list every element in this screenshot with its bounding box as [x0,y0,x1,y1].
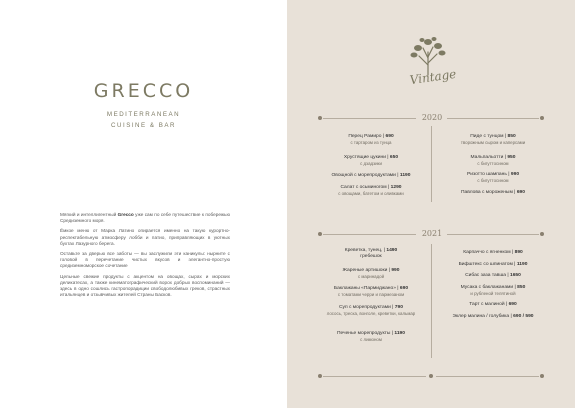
menu-item-description: творожным сыром и каперсами [460,140,526,145]
separator-bottom [318,373,544,379]
menu-item-description: с бигуттосином [477,178,509,183]
menu-item [438,314,548,320]
menu-item-price: 690 [385,134,394,139]
menu-item-price: 850 [507,134,516,139]
column-divider [431,126,432,202]
menu-item-price: 690 [399,286,409,291]
menu-item-price: 1490 [386,248,398,253]
menu-item [438,172,548,184]
menu-item-description: с маринадой [357,274,385,279]
menu-item-name: Бифштекс со шпинатом | 1190 [458,262,528,267]
menu-item-price: 850 [517,285,526,290]
menu-item-description: с дзадзики [360,161,382,166]
menu-item [316,305,426,317]
menu-item [438,262,548,268]
menu-item [438,302,548,308]
menu-item [438,190,548,196]
menu-item-price: 990 [510,172,520,177]
about-paragraph: Ёмкое меню от Марка Латино опирается именно на такую курортно-респектабельную атмосферу лобби и патио, приправляющих в уютных бухтах Лазурного берега. [60,228,230,246]
menu-item-name-cont: гребешок [360,254,382,259]
brand-tagline-2: CUISINE & BAR [111,122,176,129]
about-paragraph: Мягкий и интеллигентный Grecco уже сам по себе путешествие к побережью Средиземного моря. [60,212,230,224]
menu-item-description: с тартаром из тунца [350,140,392,145]
menu-item [438,134,548,146]
menu-item-name: Ризотто шампань | 990 [466,172,520,177]
menu-item-name: Сибас заза тавша | 1650 [465,273,521,278]
left-page [0,0,287,408]
menu-item [316,155,426,167]
menu-item [438,155,548,167]
vintage-wordmark: Vintage [408,66,458,88]
brand-block [0,80,287,129]
menu-item [316,331,426,343]
menu-item-price: 1190 [394,331,406,336]
menu-item-name: Хрустящие цукини | 650 [343,155,399,160]
menu-item-price: 990 [391,268,400,273]
menu-item-price: 1190 [516,262,528,267]
menu-item-name: Мусака с баклажанами | 850 [460,285,526,290]
menu-item-description: с томатами черри и пармезаном [337,292,405,297]
menu-item-name: Эклер малина / голубика | 690 / 590 [452,314,534,319]
menu-item [316,185,426,197]
menu-item [316,173,426,179]
menu-item-price: 890 [514,250,523,255]
year-2020: 2020 [421,113,443,122]
about-text [60,212,230,302]
menu-item-price: 1190 [399,173,411,178]
menu-item-description: с бигуттосином [477,161,509,166]
menu-item-name: Печенье морепродукты | 1190 [336,331,406,336]
year-2021: 2021 [421,229,443,238]
menu-item [316,134,426,146]
menu-item-name: Павлова с мороженым | 690 [461,190,525,195]
menu-item-name: Пиде с тунцом | 850 [470,134,516,139]
column-divider [431,244,432,358]
menu-item [316,286,426,298]
about-paragraph: Оставьте за дверью все заботы — вы заслужили эти каникулы: нырните с головой в перечетание чистых вкусов и элегантно-простую средиземноморское сочетание [60,251,230,269]
menu-item [438,273,548,279]
menu-item-price: 650 [389,155,399,160]
menu-item-name: Мальпальотти | 950 [470,155,516,160]
menu-item [438,285,548,297]
menu-item-name: Креветка, тунец, | 1490 [344,248,398,253]
menu-item-price: 950 [507,155,516,160]
menu-item-price: 690 [516,190,525,195]
menu-item-description: с овощами, батетом и оливками [338,191,404,196]
menu-item-description: с лимоном [360,337,382,342]
menu-item-price: 1290 [390,185,402,190]
menu-item-name: Жареные артишоки | 990 [342,268,400,273]
menu-item-description: и рубленой телятиной [470,291,516,296]
menu-item-price: 690 / 590 [513,314,534,319]
menu-item-name: Салат с осьминогом | 1290 [340,185,402,190]
brand-name: GRECCO [93,80,194,102]
menu-item [316,268,426,280]
menu-item [316,248,426,260]
menu-item-price: 690 [508,302,517,307]
about-paragraph: Цельные свежие продукты с акцентом на овощах, сырах и морских деликатесах, а также кинематографический ворох добрых воспоминаний — здесь в одно сошлись гастропорадиции свободолюбивых греков, страстных итальянцев и отзывчивых жителей Страны Басков. [60,273,230,298]
menu-item-description: лосось, треска, вонголе, креветки, кальмар [326,311,416,316]
menu-item-name: Тарт с малиной | 690 [469,302,517,307]
menu-item-price: 790 [394,305,403,310]
menu-item-price: 1650 [509,273,521,278]
menu-item-name: Суп с морепродуктами | 790 [339,305,403,310]
menu-item-name: Карпаччо с ягненком | 890 [463,250,523,255]
brand-tagline-1: MEDITERRANEAN [106,111,181,118]
menu-item-name: Баклажаны «Пармиджано» | 690 [333,286,409,291]
menu-item-name: Перец Рамиро | 690 [348,134,394,139]
menu-item-name: Овощной с морепродуктами | 1190 [331,173,411,178]
menu-item [438,250,548,256]
